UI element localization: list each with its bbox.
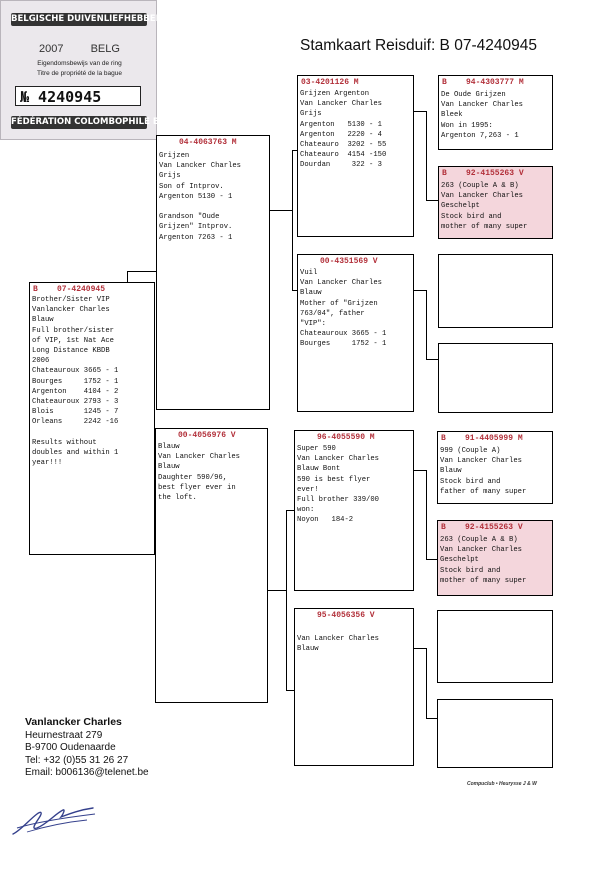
pedigree-father: [156, 135, 270, 410]
pedigree-line: Van Lancker Charles: [297, 635, 379, 644]
pedigree-line: Grandson "Oude: [159, 213, 220, 222]
software-credit: Compuclub • Heurysse J & W: [467, 781, 537, 787]
pedigree-line: the loft.: [158, 493, 197, 502]
pedigree-line: Stock bird and: [440, 477, 501, 486]
pedigree-line: Blauw: [158, 463, 180, 472]
pedigree-subject: [29, 282, 155, 555]
pedigree-line: Bourges 1752 - 1: [32, 377, 119, 386]
pedigree-line: Super 590: [297, 445, 336, 453]
pedigree-lines: [441, 90, 550, 141]
pedigree-lines: [440, 535, 550, 586]
pedigree-line: Stock bird and: [440, 566, 501, 575]
ring-number: B 94-4303777 M: [442, 78, 524, 87]
ring-year: 2007: [39, 43, 64, 55]
connector: [127, 271, 156, 272]
pedigree-line: Blauw: [158, 443, 180, 451]
pedigree-line: 999 (Couple A): [440, 447, 501, 455]
breeder-tel: Tel: +32 (0)55 31 26 27: [25, 754, 129, 766]
pedigree-mmf: [437, 610, 553, 683]
pedigree-line: Argenton 5130 - 1: [159, 192, 233, 201]
pedigree-line: Orleans 2242 -16: [32, 418, 119, 427]
pedigree-line: Blois 1245 - 7: [32, 408, 119, 417]
pedigree-line: mother of many super: [441, 222, 528, 231]
signature-icon: [7, 800, 102, 840]
connector: [286, 690, 294, 691]
connector: [414, 470, 426, 471]
pedigree-line: Chateauro 4154 -150: [300, 151, 387, 160]
pedigree-lines: [440, 446, 550, 497]
pedigree-lines: [300, 268, 411, 350]
pedigree-line: 2006: [32, 357, 50, 366]
pedigree-line: Van Lancker Charles: [158, 453, 240, 462]
connector: [292, 150, 293, 291]
pedigree-line: won:: [297, 506, 315, 515]
connector: [414, 111, 426, 112]
pedigree-line: Chateauroux 3665 - 1: [32, 367, 119, 376]
pedigree-lines: [159, 151, 267, 243]
ring-card: [0, 0, 197, 140]
pedigree-line: Vanlancker Charles: [32, 306, 110, 315]
pedigree-line: Van Lancker Charles: [159, 162, 241, 171]
pedigree-line: Mother of "Grijzen: [300, 299, 378, 308]
pedigree-line: Blauw: [32, 316, 54, 325]
connector: [426, 111, 427, 200]
pedigree-fm: [297, 254, 414, 412]
pedigree-line: Argenton 4104 - 2: [32, 387, 119, 396]
connector: [426, 648, 427, 718]
breeder-info: [25, 716, 149, 779]
pedigree-line: Blauw: [440, 467, 462, 476]
ring-number: 00-4351569 V: [320, 257, 378, 266]
pedigree-fmf: [438, 254, 553, 328]
pedigree-lines: [158, 442, 265, 503]
pedigree-line: Van Lancker Charles: [441, 101, 523, 110]
pedigree-line: Argenton 7263 - 1: [159, 233, 233, 242]
pedigree-lines: [300, 89, 411, 171]
pedigree-line: [32, 427, 152, 437]
pedigree-fmm: [438, 343, 553, 413]
pedigree-line: Grijs: [159, 172, 181, 181]
pedigree-line: Chateauroux 2793 - 3: [32, 397, 119, 406]
pedigree-line: Grijzen Argenton: [300, 90, 370, 98]
pedigree-lines: [297, 444, 411, 526]
pedigree-mff: [437, 431, 553, 504]
pedigree-lines: [32, 295, 152, 468]
pedigree-lines: [441, 181, 550, 232]
breeder-email: Email: b006136@telenet.be: [25, 766, 149, 778]
pedigree-line: best flyer ever in: [158, 483, 236, 492]
pedigree-line: Won in 1995:: [441, 121, 493, 130]
pedigree-line: [297, 624, 411, 634]
pedigree-line: Stock bird and: [441, 212, 502, 221]
pedigree-line: 263 (Couple A & B): [440, 536, 518, 544]
pedigree-line: Van Lancker Charles: [300, 100, 382, 109]
pedigree-line: "VIP":: [300, 319, 326, 328]
connector: [426, 200, 438, 201]
pedigree-line: Long Distance KBDB: [32, 346, 110, 355]
pedigree-mfm: [437, 520, 553, 596]
pedigree-line: Bourges 1752 - 1: [300, 340, 387, 349]
pedigree-line: Full brother 339/00: [297, 495, 379, 504]
pedigree-line: Van Lancker Charles: [440, 546, 522, 555]
ring-number: 95-4056356 V: [317, 611, 375, 620]
pedigree-line: mother of many super: [440, 576, 527, 585]
pedigree-line: 590 is best flyer: [297, 475, 371, 484]
connector: [414, 290, 426, 291]
ring-number: B 92-4155263 V: [442, 169, 524, 178]
pedigree-ff: [297, 75, 414, 237]
ring-number: 00-4056976 V: [178, 431, 236, 440]
pedigree-mmm: [437, 699, 553, 768]
pedigree-line: Geschelpt: [440, 556, 479, 565]
pedigree-line: Blauw Bont: [297, 465, 341, 474]
pedigree-line: Results without: [32, 438, 97, 447]
pedigree-line: Chateauro 3202 - 55: [300, 140, 387, 149]
breeder-city: B-9700 Oudenaarde: [25, 742, 116, 754]
pedigree-line: year!!!: [32, 459, 63, 467]
pedigree-line: Argenton 7,263 - 1: [441, 131, 519, 140]
pedigree-line: [159, 202, 267, 212]
ring-card-top-band: BELGISCHE DUIVENLIEFHEBBERSBOND: [11, 14, 197, 24]
pedigree-line: father of many super: [440, 487, 527, 496]
pedigree-line: Geschelpt: [441, 202, 480, 211]
pedigree-fff: [438, 75, 553, 150]
pedigree-line: Full brother/sister: [32, 326, 114, 335]
pedigree-line: Argenton 5130 - 1: [300, 120, 382, 129]
pedigree-line: Vuil: [300, 269, 318, 277]
connector: [270, 210, 292, 211]
connector: [286, 510, 294, 511]
connector: [268, 590, 286, 591]
pedigree-line: De Oude Grijzen: [441, 91, 506, 99]
ring-number: 03-4201126 M: [301, 78, 359, 87]
pedigree-lines: [297, 624, 411, 655]
pedigree-mm: [294, 608, 414, 766]
pedigree-line: Van Lancker Charles: [440, 457, 522, 466]
ring-number: 04-4063763 M: [179, 138, 237, 147]
pedigree-line: Daughter 590/96,: [158, 473, 228, 482]
pedigree-mf: [294, 430, 414, 591]
pedigree-line: 763/04", father: [300, 309, 365, 318]
pedigree-line: Son of Intprov.: [159, 182, 224, 191]
connector: [426, 359, 438, 360]
pedigree-line: Van Lancker Charles: [441, 192, 523, 201]
pedigree-line: Grijs: [300, 110, 322, 119]
page-title: Stamkaart Reisduif: B 07-4240945: [300, 37, 537, 54]
pedigree-line: Dourdan 322 - 3: [300, 161, 382, 170]
breeder-street: Heurnestraat 279: [25, 730, 103, 742]
pedigree-line: ever!: [297, 485, 319, 494]
ring-card-line2: Titre de propriété de la bague: [36, 70, 123, 77]
pedigree-line: doubles and within 1: [32, 448, 119, 457]
pedigree-line: Van Lancker Charles: [300, 279, 382, 288]
pedigree-line: Grijzen" Intprov.: [159, 223, 233, 232]
pedigree-line: Bleek: [441, 111, 463, 120]
ring-number: № 4240945: [15, 86, 141, 106]
connector: [414, 648, 426, 649]
pedigree-mother: [155, 428, 268, 703]
pedigree-line: Argenton 2220 - 4: [300, 130, 382, 139]
pedigree-line: Chateauroux 3665 - 1: [300, 330, 387, 339]
pedigree-line: Van Lancker Charles: [297, 455, 379, 464]
pedigree-line: 263 (Couple A & B): [441, 182, 519, 190]
pedigree-ffm: [438, 166, 553, 239]
pedigree-line: Blauw: [297, 645, 319, 654]
pedigree-line: Grijzen: [159, 152, 190, 160]
pedigree-line: Noyon 184-2: [297, 516, 354, 525]
ring-card-year-country: [1, 43, 158, 55]
connector: [426, 290, 427, 359]
pedigree-line: Brother/Sister VIP: [32, 296, 110, 304]
connector: [426, 470, 427, 559]
ring-card-bottom-band: FÉDÉRATION COLOMBOPHILE BELGE: [11, 117, 184, 127]
ring-number: B 07-4240945: [33, 285, 106, 294]
pedigree-line: Blauw: [300, 289, 322, 298]
breeder-name: Vanlancker Charles: [25, 716, 122, 728]
ring-number: B 92-4155263 V: [441, 523, 523, 532]
connector: [286, 510, 287, 691]
pedigree-line: of VIP, 1st Nat Ace: [32, 336, 114, 345]
ring-country: BELG: [90, 43, 120, 55]
ring-number: 96-4055590 M: [317, 433, 375, 442]
ring-card-line1: Eigendomsbewijs van de ring: [37, 60, 122, 67]
ring-number: B 91-4405999 M: [441, 434, 523, 443]
